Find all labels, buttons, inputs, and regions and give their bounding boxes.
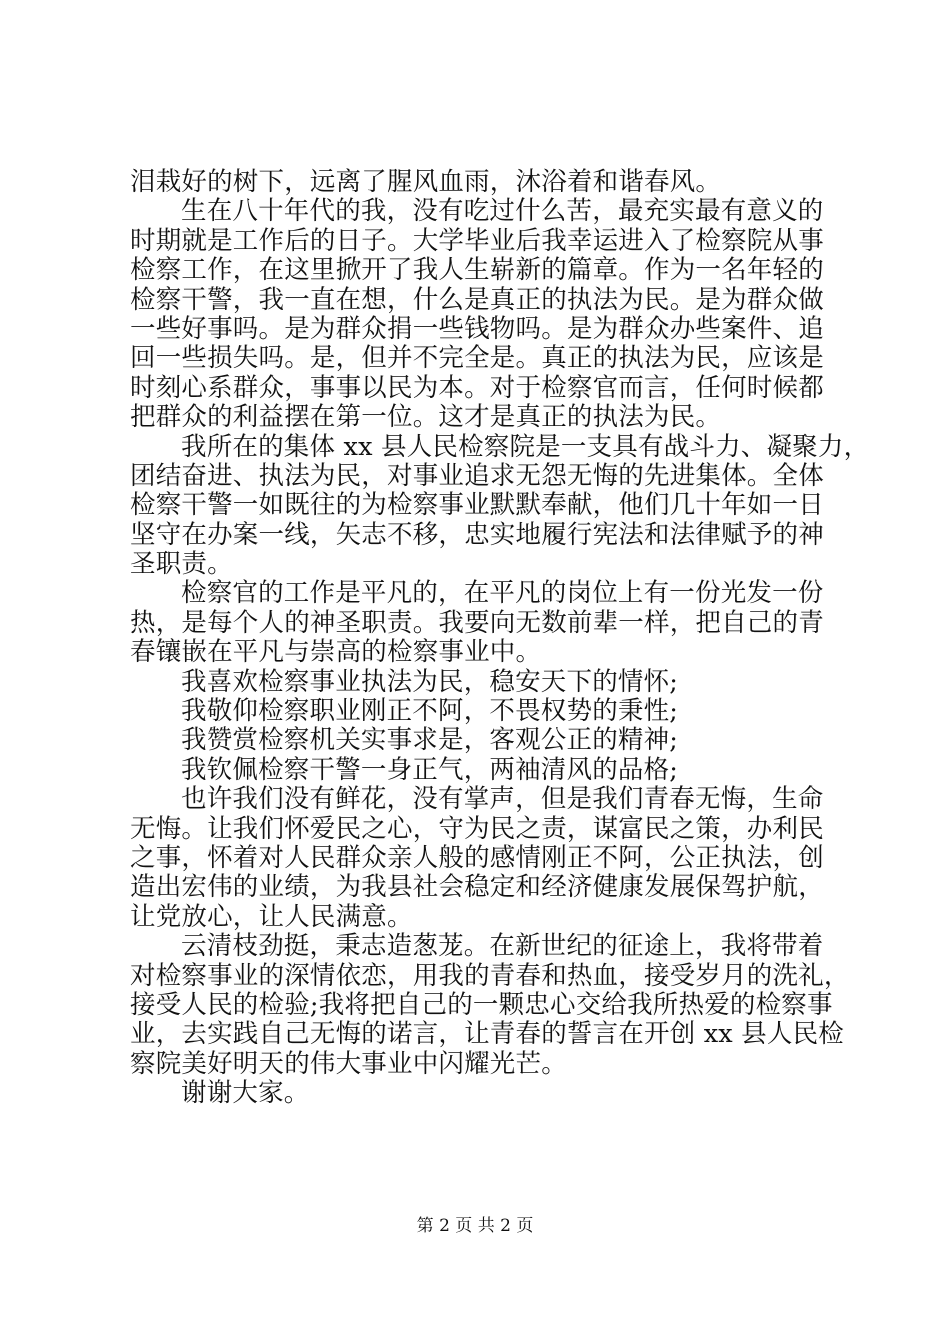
text-line: 对检察事业的深情依恋，用我的青春和热血，接受岁月的洗礼， xyxy=(130,960,850,991)
text-line: 云清枝劲挺，秉志造葱茏。在新世纪的征途上，我将带着 xyxy=(181,931,824,962)
text-line: 坚守在办案一线，矢志不移，忠实地履行宪法和法律赋予的神 xyxy=(130,519,824,550)
text-line: 检察官的工作是平凡的，在平凡的岗位上有一份光发一份 xyxy=(181,578,824,609)
text-line: 接受人民的检验;我将把自己的一颗忠心交给我所热爱的检察事 xyxy=(130,989,833,1020)
text-line: 时期就是工作后的日子。大学毕业后我幸运进入了检察院从事 xyxy=(130,225,824,256)
text-line: 热，是每个人的神圣职责。我要向无数前辈一样，把自己的青 xyxy=(130,607,824,638)
text-line: 谢谢大家。 xyxy=(181,1078,310,1109)
text-line: 我钦佩检察干警一身正气，两袖清风的品格; xyxy=(181,754,679,785)
text-line: 春镶嵌在平凡与崇高的检察事业中。 xyxy=(130,637,542,668)
text-line: 我赞赏检察机关实事求是，客观公正的精神; xyxy=(181,725,679,756)
page-footer: 第 2 页 共 2 页 xyxy=(416,1216,534,1236)
text-line: 回一些损失吗。是，但并不完全是。真正的执法为民，应该是 xyxy=(130,343,824,374)
text-line: 检察工作，在这里掀开了我人生崭新的篇章。作为一名年轻的 xyxy=(130,255,824,286)
text-line: 圣职责。 xyxy=(130,549,233,580)
text-line: 一些好事吗。是为群众捐一些钱物吗。是为群众办些案件、追 xyxy=(130,313,824,344)
text-line: 时刻心系群众，事事以民为本。对于检察官而言，任何时候都 xyxy=(130,372,824,403)
text-line: 生在八十年代的我，没有吃过什么苦，最充实最有意义的 xyxy=(181,196,824,227)
text-line: 让党放心，让人民满意。 xyxy=(130,901,413,932)
document-body xyxy=(130,167,870,1109)
text-line: 团结奋进、执法为民，对事业追求无怨无悔的先进集体。全体 xyxy=(130,460,824,491)
text-line: 造出宏伟的业绩，为我县社会稳定和经济健康发展保驾护航， xyxy=(130,872,824,903)
text-line: 我喜欢检察事业执法为民，稳安天下的情怀; xyxy=(181,666,679,697)
text-line: 我敬仰检察职业刚正不阿，不畏权势的秉性; xyxy=(181,696,679,727)
text-line: 察院美好明天的伟大事业中闪耀光芒。 xyxy=(130,1048,567,1079)
text-line: 之事，怀着对人民群众亲人般的感情刚正不阿，公正执法，创 xyxy=(130,842,824,873)
text-line: 把群众的利益摆在第一位。这才是真正的执法为民。 xyxy=(130,402,722,433)
text-line: 无悔。让我们怀爱民之心，守为民之责，谋富民之策，办利民 xyxy=(130,813,824,844)
text-line: 泪栽好的树下，远离了腥风血雨，沐浴着和谐春风。 xyxy=(130,167,722,197)
text-line: 检察干警，我一直在想，什么是真正的执法为民。是为群众做 xyxy=(130,284,824,315)
text-line: 业，去实践自己无悔的诺言，让青春的誓言在开创 xx 县人民检 xyxy=(130,1019,844,1050)
text-line: 检察干警一如既往的为检察事业默默奉献，他们几十年如一日 xyxy=(130,490,824,521)
text-line: 也许我们没有鲜花，没有掌声，但是我们青春无悔，生命 xyxy=(181,784,824,815)
text-line: 我所在的集体 xx 县人民检察院是一支具有战斗力、凝聚力， xyxy=(181,431,870,462)
